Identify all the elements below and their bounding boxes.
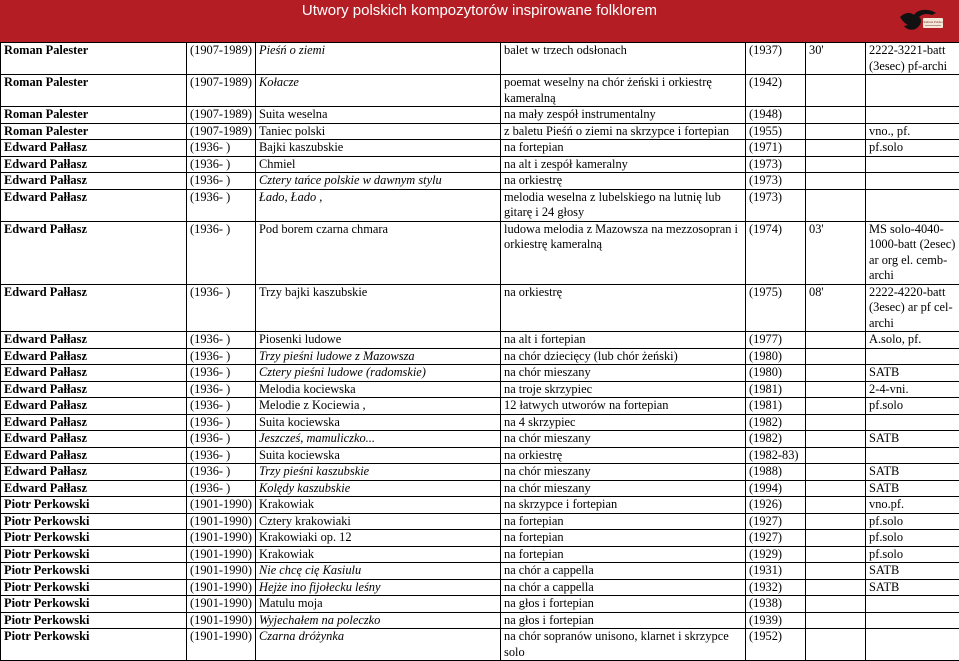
duration-cell bbox=[806, 332, 866, 349]
year-cell: (1971) bbox=[746, 140, 806, 157]
scoring-cell: SATB bbox=[866, 563, 959, 580]
scoring-cell: MS solo-4040-1000-batt (2esec) ar org el. cemb-archi bbox=[866, 221, 959, 284]
duration-cell bbox=[806, 546, 866, 563]
composer-cell: Piotr Perkowski bbox=[1, 629, 187, 661]
table-row bbox=[1, 464, 959, 481]
composer-cell: Edward Pałłasz bbox=[1, 398, 187, 415]
composer-cell: Edward Pałłasz bbox=[1, 447, 187, 464]
duration-cell bbox=[806, 156, 866, 173]
title-cell: Melodie z Kociewia , bbox=[256, 398, 501, 415]
composer-cell: Roman Palester bbox=[1, 75, 187, 107]
title-cell: Taniec polski bbox=[256, 123, 501, 140]
lifespan-cell: (1936- ) bbox=[187, 156, 256, 173]
title-cell: Trzy bajki kaszubskie bbox=[256, 284, 501, 332]
lifespan-cell: (1901-1990) bbox=[187, 579, 256, 596]
instrumentation-cell: melodia weselna z lubelskiego na lutnię lub gitarę i 24 głosy bbox=[501, 189, 746, 221]
lifespan-cell: (1901-1990) bbox=[187, 596, 256, 613]
scoring-cell: 2222-4220-batt (3esec) ar pf cel-archi bbox=[866, 284, 959, 332]
lifespan-cell: (1901-1990) bbox=[187, 513, 256, 530]
lifespan-cell: (1907-1989) bbox=[187, 123, 256, 140]
table-row bbox=[1, 398, 959, 415]
composer-cell: Piotr Perkowski bbox=[1, 546, 187, 563]
scoring-cell bbox=[866, 107, 959, 124]
duration-cell bbox=[806, 123, 866, 140]
header-banner bbox=[0, 0, 959, 42]
scoring-cell bbox=[866, 447, 959, 464]
composer-cell: Edward Pałłasz bbox=[1, 348, 187, 365]
instrumentation-cell: na mały zespół instrumentalny bbox=[501, 107, 746, 124]
instrumentation-cell: na 4 skrzypiec bbox=[501, 414, 746, 431]
duration-cell: 30' bbox=[806, 43, 866, 75]
year-cell: (1939) bbox=[746, 612, 806, 629]
year-cell: (1931) bbox=[746, 563, 806, 580]
title-cell: Suita weselna bbox=[256, 107, 501, 124]
year-cell: (1994) bbox=[746, 480, 806, 497]
year-cell: (1980) bbox=[746, 365, 806, 382]
title-cell: Chmiel bbox=[256, 156, 501, 173]
lifespan-cell: (1936- ) bbox=[187, 284, 256, 332]
table-row bbox=[1, 332, 959, 349]
scoring-cell: vno., pf. bbox=[866, 123, 959, 140]
table-row bbox=[1, 579, 959, 596]
page-title: Utwory polskich kompozytorów inspirowane folklorem bbox=[0, 2, 959, 19]
title-cell: Suita kociewska bbox=[256, 414, 501, 431]
lifespan-cell: (1936- ) bbox=[187, 189, 256, 221]
year-cell: (1927) bbox=[746, 530, 806, 547]
composer-cell: Edward Pałłasz bbox=[1, 464, 187, 481]
year-cell: (1942) bbox=[746, 75, 806, 107]
year-cell: (1955) bbox=[746, 123, 806, 140]
lifespan-cell: (1936- ) bbox=[187, 480, 256, 497]
year-cell: (1938) bbox=[746, 596, 806, 613]
year-cell: (1937) bbox=[746, 43, 806, 75]
year-cell: (1981) bbox=[746, 381, 806, 398]
composer-cell: Edward Pałłasz bbox=[1, 140, 187, 157]
scoring-cell: SATB bbox=[866, 480, 959, 497]
composer-cell: Edward Pałłasz bbox=[1, 221, 187, 284]
title-cell: Hejże ino fijołecku leśny bbox=[256, 579, 501, 596]
duration-cell bbox=[806, 629, 866, 661]
title-cell: Kołacze bbox=[256, 75, 501, 107]
duration-cell bbox=[806, 530, 866, 547]
title-cell: Jeszcześ, mamuliczko... bbox=[256, 431, 501, 448]
table-row bbox=[1, 75, 959, 107]
scoring-cell: SATB bbox=[866, 579, 959, 596]
composer-cell: Edward Pałłasz bbox=[1, 189, 187, 221]
lifespan-cell: (1936- ) bbox=[187, 348, 256, 365]
scoring-cell: pf.solo bbox=[866, 398, 959, 415]
composer-cell: Roman Palester bbox=[1, 43, 187, 75]
instrumentation-cell: na orkiestrę bbox=[501, 173, 746, 190]
duration-cell bbox=[806, 381, 866, 398]
instrumentation-cell: na chór dziecięcy (lub chór żeński) bbox=[501, 348, 746, 365]
table-row bbox=[1, 480, 959, 497]
instrumentation-cell: ludowa melodia z Mazowsza na mezzosopran i orkiestrę kameralną bbox=[501, 221, 746, 284]
composer-cell: Edward Pałłasz bbox=[1, 365, 187, 382]
lifespan-cell: (1901-1990) bbox=[187, 546, 256, 563]
table-row bbox=[1, 140, 959, 157]
lifespan-cell: (1936- ) bbox=[187, 414, 256, 431]
table-row bbox=[1, 365, 959, 382]
duration-cell bbox=[806, 497, 866, 514]
duration-cell bbox=[806, 75, 866, 107]
table-row bbox=[1, 629, 959, 661]
composer-cell: Piotr Perkowski bbox=[1, 579, 187, 596]
lifespan-cell: (1907-1989) bbox=[187, 43, 256, 75]
year-cell: (1988) bbox=[746, 464, 806, 481]
year-cell: (1982) bbox=[746, 431, 806, 448]
table-row bbox=[1, 221, 959, 284]
instrumentation-cell: na głos i fortepian bbox=[501, 596, 746, 613]
scoring-cell: A.solo, pf. bbox=[866, 332, 959, 349]
lifespan-cell: (1907-1989) bbox=[187, 75, 256, 107]
composer-cell: Edward Pałłasz bbox=[1, 332, 187, 349]
duration-cell bbox=[806, 596, 866, 613]
duration-cell bbox=[806, 365, 866, 382]
instrumentation-cell: na głos i fortepian bbox=[501, 612, 746, 629]
instrumentation-cell: na troje skrzypiec bbox=[501, 381, 746, 398]
instrumentation-cell: na orkiestrę bbox=[501, 284, 746, 332]
lifespan-cell: (1936- ) bbox=[187, 140, 256, 157]
year-cell: (1974) bbox=[746, 221, 806, 284]
lifespan-cell: (1901-1990) bbox=[187, 497, 256, 514]
scoring-cell: pf.solo bbox=[866, 140, 959, 157]
year-cell: (1932) bbox=[746, 579, 806, 596]
composer-cell: Edward Pałłasz bbox=[1, 381, 187, 398]
title-cell: Krakowiaki op. 12 bbox=[256, 530, 501, 547]
table-row bbox=[1, 284, 959, 332]
lifespan-cell: (1907-1989) bbox=[187, 107, 256, 124]
table-row bbox=[1, 596, 959, 613]
scoring-cell: pf.solo bbox=[866, 546, 959, 563]
title-cell: Cztery pieśni ludowe (radomskie) bbox=[256, 365, 501, 382]
title-cell: Wyjechałem na poleczko bbox=[256, 612, 501, 629]
bird-logo-icon bbox=[896, 4, 946, 36]
duration-cell bbox=[806, 414, 866, 431]
lifespan-cell: (1936- ) bbox=[187, 221, 256, 284]
scoring-cell: 2-4-vni. bbox=[866, 381, 959, 398]
title-cell: Melodia kociewska bbox=[256, 381, 501, 398]
composer-cell: Piotr Perkowski bbox=[1, 530, 187, 547]
table-row bbox=[1, 123, 959, 140]
duration-cell: 08' bbox=[806, 284, 866, 332]
scoring-cell bbox=[866, 189, 959, 221]
duration-cell bbox=[806, 348, 866, 365]
duration-cell bbox=[806, 173, 866, 190]
year-cell: (1977) bbox=[746, 332, 806, 349]
scoring-cell: pf.solo bbox=[866, 513, 959, 530]
year-cell: (1982) bbox=[746, 414, 806, 431]
composer-cell: Roman Palester bbox=[1, 123, 187, 140]
scoring-cell bbox=[866, 75, 959, 107]
composer-cell: Edward Pałłasz bbox=[1, 156, 187, 173]
title-cell: Krakowiak bbox=[256, 546, 501, 563]
instrumentation-cell: na chór mieszany bbox=[501, 480, 746, 497]
lifespan-cell: (1936- ) bbox=[187, 431, 256, 448]
table-row bbox=[1, 414, 959, 431]
scoring-cell: SATB bbox=[866, 365, 959, 382]
composer-cell: Edward Pałłasz bbox=[1, 414, 187, 431]
instrumentation-cell: na chór mieszany bbox=[501, 365, 746, 382]
duration-cell bbox=[806, 464, 866, 481]
table-row bbox=[1, 381, 959, 398]
instrumentation-cell: na fortepian bbox=[501, 530, 746, 547]
lifespan-cell: (1936- ) bbox=[187, 365, 256, 382]
duration-cell bbox=[806, 107, 866, 124]
table-row bbox=[1, 107, 959, 124]
table-row bbox=[1, 497, 959, 514]
title-cell: Kolędy kaszubskie bbox=[256, 480, 501, 497]
table-row bbox=[1, 447, 959, 464]
instrumentation-cell: na skrzypce i fortepian bbox=[501, 497, 746, 514]
table-row bbox=[1, 348, 959, 365]
title-cell: Pod borem czarna chmara bbox=[256, 221, 501, 284]
lifespan-cell: (1901-1990) bbox=[187, 612, 256, 629]
title-cell: Nie chcę cię Kasiulu bbox=[256, 563, 501, 580]
instrumentation-cell: na orkiestrę bbox=[501, 447, 746, 464]
instrumentation-cell: na chór sopranów unisono, klarnet i skrzypce solo bbox=[501, 629, 746, 661]
instrumentation-cell: na fortepian bbox=[501, 513, 746, 530]
table-row bbox=[1, 546, 959, 563]
duration-cell bbox=[806, 480, 866, 497]
table-row bbox=[1, 173, 959, 190]
scoring-cell bbox=[866, 414, 959, 431]
lifespan-cell: (1901-1990) bbox=[187, 563, 256, 580]
lifespan-cell: (1936- ) bbox=[187, 447, 256, 464]
scoring-cell: SATB bbox=[866, 464, 959, 481]
title-cell: Łado, Łado , bbox=[256, 189, 501, 221]
instrumentation-cell: na fortepian bbox=[501, 546, 746, 563]
lifespan-cell: (1901-1990) bbox=[187, 530, 256, 547]
lifespan-cell: (1901-1990) bbox=[187, 629, 256, 661]
instrumentation-cell: na alt i fortepian bbox=[501, 332, 746, 349]
scoring-cell bbox=[866, 156, 959, 173]
year-cell: (1948) bbox=[746, 107, 806, 124]
instrumentation-cell: na chór mieszany bbox=[501, 431, 746, 448]
table-row bbox=[1, 612, 959, 629]
scoring-cell bbox=[866, 173, 959, 190]
instrumentation-cell: poemat weselny na chór żeński i orkiestrę kameralną bbox=[501, 75, 746, 107]
year-cell: (1973) bbox=[746, 173, 806, 190]
lifespan-cell: (1936- ) bbox=[187, 464, 256, 481]
lifespan-cell: (1936- ) bbox=[187, 381, 256, 398]
title-cell: Cztery tańce polskie w dawnym stylu bbox=[256, 173, 501, 190]
composer-cell: Piotr Perkowski bbox=[1, 612, 187, 629]
duration-cell bbox=[806, 612, 866, 629]
year-cell: (1975) bbox=[746, 284, 806, 332]
instrumentation-cell: na chór a cappella bbox=[501, 579, 746, 596]
instrumentation-cell: na chór a cappella bbox=[501, 563, 746, 580]
year-cell: (1952) bbox=[746, 629, 806, 661]
table-row bbox=[1, 563, 959, 580]
year-cell: (1980) bbox=[746, 348, 806, 365]
year-cell: (1929) bbox=[746, 546, 806, 563]
duration-cell bbox=[806, 140, 866, 157]
composer-cell: Edward Pałłasz bbox=[1, 431, 187, 448]
year-cell: (1927) bbox=[746, 513, 806, 530]
instrumentation-cell: na chór mieszany bbox=[501, 464, 746, 481]
title-cell: Trzy pieśni kaszubskie bbox=[256, 464, 501, 481]
table-row bbox=[1, 43, 959, 75]
scoring-cell: vno.pf. bbox=[866, 497, 959, 514]
instrumentation-cell: na alt i zespół kameralny bbox=[501, 156, 746, 173]
table-row bbox=[1, 431, 959, 448]
duration-cell bbox=[806, 579, 866, 596]
year-cell: (1981) bbox=[746, 398, 806, 415]
instrumentation-cell: 12 łatwych utworów na fortepian bbox=[501, 398, 746, 415]
compositions-table bbox=[0, 42, 959, 661]
year-cell: (1973) bbox=[746, 156, 806, 173]
title-cell: Trzy pieśni ludowe z Mazowsza bbox=[256, 348, 501, 365]
lifespan-cell: (1936- ) bbox=[187, 332, 256, 349]
title-cell: Suita kociewska bbox=[256, 447, 501, 464]
title-cell: Piosenki ludowe bbox=[256, 332, 501, 349]
table-row bbox=[1, 189, 959, 221]
scoring-cell: SATB bbox=[866, 431, 959, 448]
table-row bbox=[1, 513, 959, 530]
instrumentation-cell: na fortepian bbox=[501, 140, 746, 157]
title-cell: Krakowiak bbox=[256, 497, 501, 514]
instrumentation-cell: z baletu Pieśń o ziemi na skrzypce i fortepian bbox=[501, 123, 746, 140]
title-cell: Czarna dróżynka bbox=[256, 629, 501, 661]
scoring-cell: pf.solo bbox=[866, 530, 959, 547]
composer-cell: Edward Pałłasz bbox=[1, 480, 187, 497]
duration-cell bbox=[806, 513, 866, 530]
composer-cell: Piotr Perkowski bbox=[1, 497, 187, 514]
scoring-cell bbox=[866, 596, 959, 613]
title-cell: Pieśń o ziemi bbox=[256, 43, 501, 75]
duration-cell bbox=[806, 447, 866, 464]
duration-cell bbox=[806, 398, 866, 415]
lifespan-cell: (1936- ) bbox=[187, 398, 256, 415]
lifespan-cell: (1936- ) bbox=[187, 173, 256, 190]
duration-cell bbox=[806, 431, 866, 448]
composer-cell: Piotr Perkowski bbox=[1, 596, 187, 613]
instrumentation-cell: balet w trzech odsłonach bbox=[501, 43, 746, 75]
duration-cell: 03' bbox=[806, 221, 866, 284]
year-cell: (1982-83) bbox=[746, 447, 806, 464]
composer-cell: Roman Palester bbox=[1, 107, 187, 124]
duration-cell bbox=[806, 189, 866, 221]
title-cell: Bajki kaszubskie bbox=[256, 140, 501, 157]
scoring-cell bbox=[866, 629, 959, 661]
composer-cell: Edward Pałłasz bbox=[1, 173, 187, 190]
composer-cell: Piotr Perkowski bbox=[1, 563, 187, 580]
title-cell: Cztery krakowiaki bbox=[256, 513, 501, 530]
table-row bbox=[1, 530, 959, 547]
scoring-cell bbox=[866, 612, 959, 629]
scoring-cell: 2222-3221-batt (3esec) pf-archi bbox=[866, 43, 959, 75]
table-row bbox=[1, 156, 959, 173]
logo-text: Kultura Polska bbox=[923, 20, 943, 24]
title-cell: Matulu moja bbox=[256, 596, 501, 613]
year-cell: (1973) bbox=[746, 189, 806, 221]
year-cell: (1926) bbox=[746, 497, 806, 514]
composer-cell: Piotr Perkowski bbox=[1, 513, 187, 530]
composer-cell: Edward Pałłasz bbox=[1, 284, 187, 332]
duration-cell bbox=[806, 563, 866, 580]
scoring-cell bbox=[866, 348, 959, 365]
